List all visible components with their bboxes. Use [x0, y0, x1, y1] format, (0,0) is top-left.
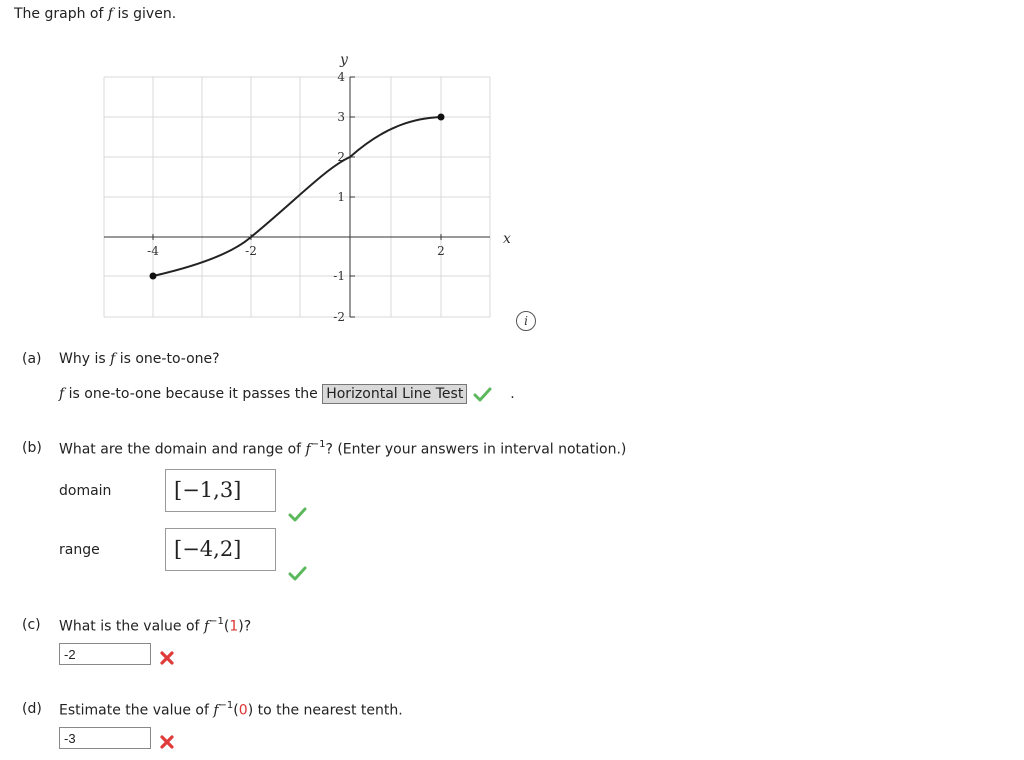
y-axis-label: y [340, 52, 348, 68]
incorrect-x-icon [159, 650, 175, 666]
part-c-question: What is the value of $f^{-1}(1)$? [59, 616, 252, 635]
y-tick-label: -1 [333, 269, 345, 283]
answer-select[interactable]: Horizontal Line Test [322, 384, 467, 404]
part-a-letter: (a) [22, 351, 42, 367]
x-tick-label: 2 [437, 244, 445, 258]
curve-endpoint [150, 273, 157, 280]
x-axis-label: x [503, 231, 511, 247]
range-label: range [59, 542, 100, 558]
part-d-letter: (d) [22, 701, 42, 717]
y-tick-label: -2 [333, 310, 345, 324]
y-tick-label: 1 [337, 190, 345, 204]
intro-text: The graph of f is given. [14, 6, 177, 22]
range-input[interactable]: [−4,2] [165, 528, 276, 571]
incorrect-x-icon [159, 734, 175, 750]
part-d-answer-input[interactable] [59, 727, 151, 749]
part-c-answer-input[interactable] [59, 643, 151, 665]
function-graph [96, 50, 526, 330]
domain-label: domain [59, 483, 112, 499]
y-tick-label: 3 [337, 110, 345, 124]
part-c-letter: (c) [22, 617, 41, 633]
x-tick-label: -2 [245, 244, 257, 258]
part-b-letter: (b) [22, 440, 42, 456]
part-d-question: Estimate the value of $f^{-1}(0)$ to the nearest tenth. [59, 700, 403, 719]
part-a-answer: f is one-to-one because it passes the Horizontal Line Test . [59, 386, 515, 402]
domain-input[interactable]: [−1,3] [165, 469, 276, 512]
info-icon[interactable]: i [516, 311, 536, 331]
x-tick-label: -4 [147, 244, 159, 258]
checkmark-icon [287, 565, 307, 581]
part-a-question: Why is f is one-to-one? [59, 351, 220, 367]
part-b-question: What are the domain and range of $f^{-1}$? (Enter your answers in interval notation.) [59, 439, 627, 458]
y-tick-label: 4 [337, 70, 345, 84]
checkmark-icon [287, 506, 307, 522]
checkmark-icon [472, 386, 492, 402]
y-tick-label: 2 [337, 150, 345, 164]
curve-endpoint [438, 114, 445, 121]
